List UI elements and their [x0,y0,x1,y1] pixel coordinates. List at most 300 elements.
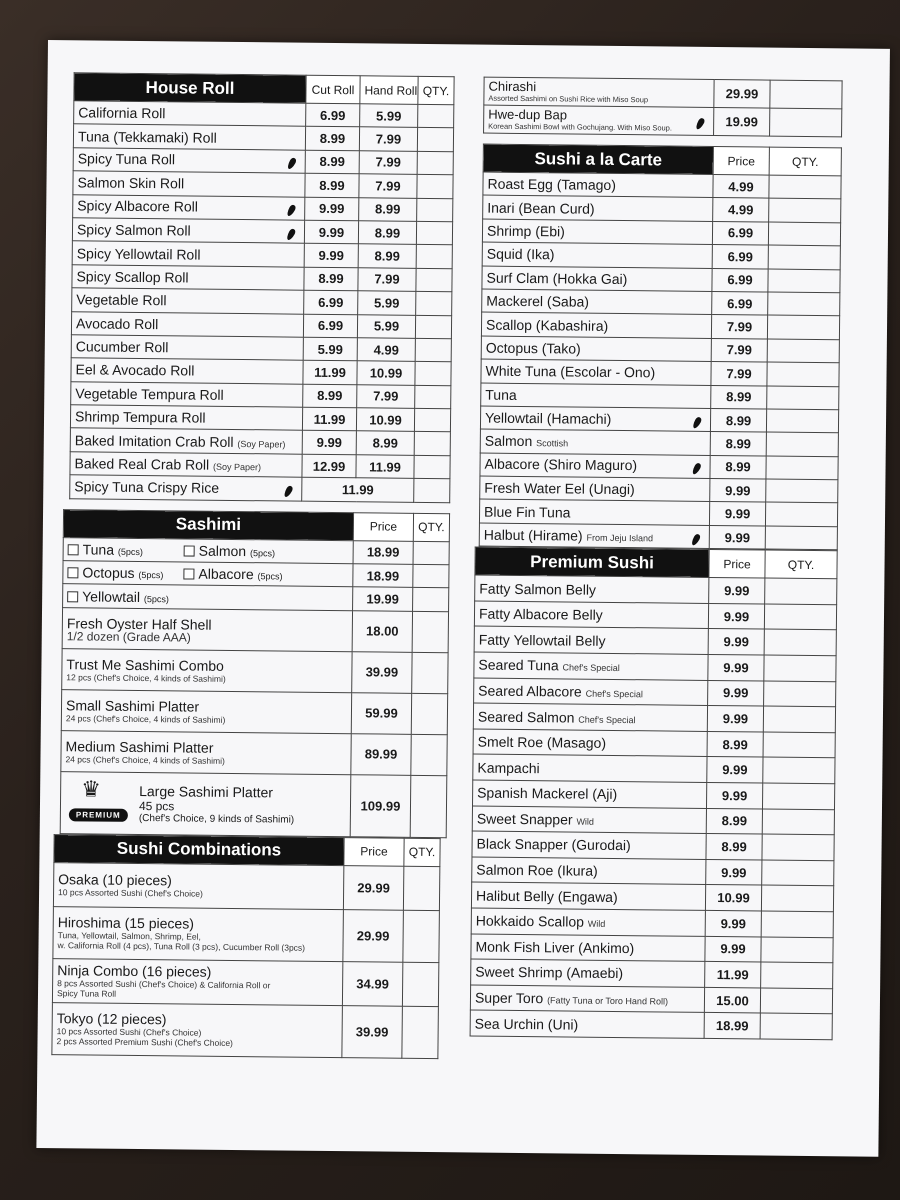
item-price: 9.99 [707,706,763,732]
qty-cell[interactable] [414,479,450,503]
item-name: Sweet Snapper Wild [472,806,706,834]
table-row [473,729,835,758]
hand-roll-price: 5.99 [360,104,418,128]
item-note: From Jeju Island [586,532,654,543]
qty-cell[interactable] [763,757,835,783]
item-price: 7.99 [711,315,767,339]
item-name: Hwe-dup Bap [488,106,568,123]
item-price: 34.99 [342,961,402,1006]
qty-cell[interactable] [769,198,841,222]
item-name: Avocado Roll [71,311,303,337]
item-name: Mackerel (Saba) [482,289,712,315]
item-name: Halibut Belly (Engawa) [471,882,705,910]
hand-roll-price: 8.99 [358,244,416,268]
table-row [473,703,835,732]
qty-cell[interactable] [765,578,837,604]
table-row [471,908,833,937]
table-row [70,475,450,502]
item-name: Chirashi [488,78,537,95]
item-name: Hiroshima (15 pieces) [57,914,195,932]
item-name: Large Sashimi Platter [139,782,274,801]
item-name: Fatty Salmon Belly [475,575,709,603]
table-row [472,831,834,860]
hand-roll-price: 8.99 [359,197,417,221]
item-name: Fatty Albacore Belly [474,601,708,629]
qty-cell[interactable] [418,104,454,128]
item-price: 6.99 [712,291,768,315]
qty-cell[interactable] [766,456,838,480]
qty-header: QTY. [765,550,837,579]
sashimi-choice: Octopus (5pcs) Albacore (5pcs) [63,561,353,587]
qty-cell[interactable] [413,541,449,565]
qty-cell[interactable] [417,128,453,152]
qty-cell[interactable] [762,809,834,835]
item-price: 7.99 [711,338,767,362]
qty-cell[interactable] [764,629,836,655]
item-name: Inari (Bean Curd) [483,195,713,221]
qty-cell[interactable] [413,588,449,612]
table-row [52,958,438,1006]
table-row [474,652,836,681]
cut-roll-price: 12.99 [302,454,356,478]
qty-cell[interactable] [764,604,836,630]
item-name: Small Sashimi Platter [65,697,200,715]
item-name-cell [61,730,351,774]
qty-cell[interactable] [417,151,453,175]
qty-cell[interactable] [760,988,832,1014]
item-name: Ninja Combo (16 pieces) [57,962,212,981]
item-desc: 10 pcs Assorted Sushi (Chef's Choice) [56,1026,202,1038]
qty-cell[interactable] [770,80,842,109]
cut-roll-price: 8.99 [305,127,359,151]
sashimi-choice: Tuna (5pcs) Salmon (5pcs) [63,537,353,563]
item-price: 18.99 [353,540,413,564]
chili-icon [285,227,296,240]
item-price: 18.00 [352,611,412,653]
combinations-table [51,834,440,1059]
qty-cell[interactable] [413,564,449,588]
combo-cell [53,906,344,961]
item-name: Baked Real Crab Roll (Soy Paper) [70,452,302,478]
qty-cell[interactable] [767,339,839,363]
item-name: Spicy Salmon Roll [72,218,304,244]
cut-roll-price: 9.99 [305,197,359,221]
item-price: 9.99 [708,654,764,680]
qty-cell[interactable] [761,911,833,937]
item-name: Spicy Tuna Roll [73,148,305,174]
table-row [53,862,439,910]
qty-cell[interactable] [415,315,451,339]
qty-cell[interactable] [763,706,835,732]
item-name: Octopus (Tako) [481,336,711,362]
item-name: Spicy Tuna Crispy Rice [70,475,302,501]
checkbox[interactable] [184,545,195,556]
table-row [484,105,842,137]
cut-roll-price: 11.99 [302,407,356,431]
table-row [474,678,836,707]
item-name: Roast Egg (Tamago) [483,172,713,198]
item-price: 39.99 [352,652,412,694]
item-price: 9.99 [708,603,764,629]
table-row [473,754,835,783]
item-desc: Spicy Tuna Roll [56,988,117,1000]
hand-roll-price: 10.99 [356,408,414,432]
hand-roll-price: 5.99 [358,291,416,315]
item-name: Osaka (10 pieces) [58,871,172,889]
qty-cell[interactable] [768,222,840,246]
bowl-cell [484,77,714,107]
price-header: Price [709,550,765,579]
item-price: 8.99 [710,432,766,456]
table-row [474,626,836,655]
item-note: Chef's Special [585,688,643,700]
item-price: 18.99 [704,1013,760,1039]
item-price: 8.99 [710,455,766,479]
cut-roll-header: Cut Roll [306,75,360,104]
qty-cell[interactable] [415,362,451,386]
item-price: 8.99 [711,385,767,409]
item-price: 19.99 [714,107,770,136]
qty-cell[interactable] [416,221,452,245]
item-price: 9.99 [705,936,761,962]
chili-icon [286,157,297,170]
qty-cell[interactable] [765,503,837,527]
item-name: Shrimp (Ebi) [482,219,712,245]
item-price: 9.99 [707,757,763,783]
item-name: Sweet Shrimp (Amaebi) [471,959,705,987]
sashimi-table [60,509,450,838]
cut-roll-price: 8.99 [304,267,358,291]
item-note: Wild [576,816,595,827]
qty-cell[interactable] [411,693,447,734]
qty-cell[interactable] [761,885,833,911]
item-price: 89.99 [351,734,411,776]
combinations-title: Sushi Combinations [54,834,344,865]
item-price: 9.99 [709,502,765,526]
item-name-cell [62,607,352,651]
qty-cell[interactable] [770,108,842,137]
item-name: Scallop (Kabashira) [481,312,711,338]
item-name: Monk Fish Liver (Ankimo) [471,934,705,962]
chili-icon [283,485,294,498]
cut-roll-price: 11.99 [303,360,357,384]
cut-roll-price: 8.99 [305,173,359,197]
item-name: Salmon Scottish [480,429,710,455]
table-row [62,648,448,693]
item-price: 109.99 [350,775,411,838]
item-note: Chef's Special [562,662,620,674]
item-name: Fresh Oyster Half Shell [66,615,212,633]
qty-cell[interactable] [762,860,834,886]
qty-header: QTY. [418,76,454,104]
qty-cell[interactable] [761,962,833,988]
qty-cell[interactable] [414,455,450,479]
item-price: 29.99 [714,79,770,108]
a-la-carte-table [479,144,842,551]
item-price: 9.99 [708,629,764,655]
table-row [472,857,834,886]
item-note: Wild [587,918,606,930]
qty-cell[interactable] [414,432,450,456]
item-price: 9.99 [710,479,766,503]
item-name: Seared Salmon Chef's Special [473,703,707,731]
sashimi-title: Sashimi [63,509,353,540]
item-price: 29.99 [343,909,404,962]
qty-cell[interactable] [412,652,448,693]
bowl-cell [484,105,714,135]
item-price: 4.99 [713,174,769,198]
item-price: 9.99 [705,910,761,936]
qty-cell[interactable] [417,175,453,199]
cut-roll-price: 9.99 [302,431,356,455]
qty-header: QTY. [769,147,841,176]
premium-sushi-table [470,547,838,1040]
crown-icon: ♛ [81,776,102,802]
table-row [471,934,833,963]
item-price: 29.99 [343,865,403,910]
item-name: Spicy Yellowtail Roll [72,241,304,267]
item-note: (Fatty Tuna or Toro Hand Roll) [547,995,669,1007]
item-name: Squid (Ika) [482,242,712,268]
item-price: 6.99 [712,245,768,269]
item-price: 39.99 [342,1005,403,1058]
qty-cell[interactable] [764,681,836,707]
table-row [474,601,836,630]
qty-cell[interactable] [766,409,838,433]
hand-roll-price: 7.99 [357,384,415,408]
item-name: Seared Tuna Chef's Special [474,652,708,680]
right-column [474,77,842,1041]
item-price: 6.99 [712,221,768,245]
qty-cell[interactable] [769,175,841,199]
qty-cell[interactable] [762,834,834,860]
item-name: Trust Me Sashimi Combo [66,656,224,674]
chili-icon [690,533,701,546]
item-name: Tokyo (12 pieces) [56,1010,167,1028]
combo-cell [53,862,343,909]
item-desc: Assorted Sashimi on Sushi Rice with Miso Soup [488,93,649,105]
item-name: Fresh Water Eel (Unagi) [480,476,710,502]
item-price: 18.99 [353,564,413,588]
item-name: Cucumber Roll [71,335,303,361]
qty-cell[interactable] [766,432,838,456]
premium-badge: PREMIUM [69,808,128,822]
qty-cell[interactable] [415,338,451,362]
table-row [471,959,833,988]
qty-cell[interactable] [410,775,447,837]
premium-sushi-title: Premium Sushi [475,547,709,577]
item-name: Tuna (Tekkamaki) Roll [73,124,305,150]
a-la-carte-title: Sushi a la Carte [483,144,713,174]
table-row [479,523,837,550]
item-name: Salmon Skin Roll [73,171,305,197]
qty-cell[interactable] [412,611,448,652]
item-note: (Soy Paper) [213,461,262,473]
item-desc: 24 pcs (Chef's Choice, 4 kinds of Sashimi) [65,713,226,725]
hand-roll-price: 4.99 [357,338,415,362]
qty-cell[interactable] [767,362,839,386]
item-name-cell [62,648,352,692]
item-name: Sea Urchin (Uni) [470,1010,704,1038]
item-name: Smelt Roe (Masago) [473,729,707,757]
item-name: Spanish Mackerel (Aji) [473,780,707,808]
cut-roll-price: 5.99 [303,337,357,361]
item-price: 9.99 [706,782,762,808]
table-row [484,77,842,109]
cut-roll-price: 9.99 [304,220,358,244]
qty-cell[interactable] [402,1006,439,1058]
item-note: (Soy Paper) [237,438,286,450]
item-name: Kampachi [473,754,707,782]
table-row [60,771,447,837]
item-price: 59.99 [351,693,411,735]
item-name: California Roll [74,101,306,127]
cut-roll-price: 6.99 [304,290,358,314]
house-roll-table [69,72,454,503]
item-price: 10.99 [705,885,761,911]
item-name: Spicy Albacore Roll [73,194,305,220]
item-price: 11.99 [705,962,761,988]
item-price: 8.99 [710,408,766,432]
item-desc: Korean Sashimi Bowl with Gochujang. With Miso Soup. [488,121,673,133]
hand-roll-price: 7.99 [359,151,417,175]
item-name: Eel & Avocado Roll [71,358,303,384]
table-row [61,730,447,775]
combo-cell [52,958,342,1005]
qty-cell[interactable] [768,245,840,269]
table-row [472,806,834,835]
item-name: Fatty Yellowtail Belly [474,626,708,654]
table-row [471,882,833,911]
cut-roll-price: 8.99 [303,384,357,408]
checkbox[interactable] [67,567,78,578]
item-desc: Tuna, Yellowtail, Salmon, Shrimp, Eel, [57,930,201,942]
combo-cell [52,1002,343,1057]
qty-cell[interactable] [411,734,447,775]
cut-roll-price: 8.99 [305,150,359,174]
qty-cell[interactable] [768,269,840,293]
qty-cell[interactable] [416,268,452,292]
qty-cell[interactable] [403,866,439,910]
item-name: Vegetable Roll [72,288,304,314]
item-price: 9.99 [706,859,762,885]
chili-icon [691,462,702,475]
menu-sheet [36,40,890,1157]
item-desc: 12 pcs (Chef's Choice, 4 kinds of Sashimi) [66,672,226,684]
qty-cell[interactable] [767,386,839,410]
item-desc: 8 pcs Assorted Sushi (Chef's Choice) & California Roll or [57,978,271,991]
qty-cell[interactable] [767,315,839,339]
qty-cell[interactable] [761,937,833,963]
hand-roll-price: 8.99 [358,221,416,245]
table-row [475,575,837,604]
item-name: Albacore (Shiro Maguro) [480,453,710,479]
left-column [56,72,453,1059]
hand-roll-header: Hand Roll [360,76,418,105]
item-name: Shrimp Tempura Roll [70,405,302,431]
qty-cell[interactable] [415,385,451,409]
item-pcs: 45 pcs [138,798,175,814]
price-header: Price [713,146,769,175]
qty-cell[interactable] [768,292,840,316]
item-name: Halbut (Hirame) From Jeju Island [479,523,709,549]
item-price: 6.99 [712,268,768,292]
item-price: 7.99 [711,362,767,386]
qty-cell[interactable] [416,291,452,315]
item-desc: w. California Roll (4 pcs), Tuna Roll (3 pcs), Cucumber Roll (3pcs) [57,940,306,954]
item-name: Yellowtail (Hamachi) [480,406,710,432]
checkbox[interactable] [67,591,78,602]
item-desc: 1/2 dozen (Grade AAA) [66,629,191,645]
qty-header: QTY. [404,838,440,866]
item-name: Hokkaido Scallop Wild [471,908,705,936]
item-name: Vegetable Tempura Roll [71,381,303,407]
item-price: 15.00 [704,987,760,1013]
hand-roll-price: 10.99 [357,361,415,385]
item-price: 9.99 [709,525,765,549]
table-row [473,780,835,809]
hand-roll-price: 5.99 [357,314,415,338]
hand-roll-price: 8.99 [356,431,414,455]
item-name: White Tuna (Escolar - Ono) [481,359,711,385]
checkbox[interactable] [68,544,79,555]
table-row [53,906,440,962]
item-name: Spicy Scallop Roll [72,264,304,290]
item-note: Scottish [536,438,569,449]
item-name: Surf Clam (Hokka Gai) [482,266,712,292]
qty-cell[interactable] [765,526,837,550]
table-row [61,689,447,734]
item-name: Super Toro (Fatty Tuna or Toro Hand Roll) [470,985,704,1013]
item-desc: 24 pcs (Chef's Choice, 4 kinds of Sashimi) [65,754,225,766]
hand-roll-price: 11.99 [356,455,414,479]
item-price: 8.99 [706,808,762,834]
qty-cell[interactable] [762,783,834,809]
qty-cell[interactable] [414,408,450,432]
checkbox[interactable] [183,569,194,580]
item-name: Black Snapper (Gurodai) [472,831,706,859]
table-row [62,607,448,652]
chili-icon [286,204,297,217]
table-row [52,1002,439,1058]
item-name: Seared Albacore Chef's Special [474,678,708,706]
qty-cell[interactable] [760,1013,832,1039]
chili-icon [692,416,703,429]
table-row [470,1010,832,1039]
item-price: 8.99 [707,731,763,757]
item-name: Blue Fin Tuna [479,500,709,526]
hand-roll-price: 7.99 [359,127,417,151]
item-desc: 10 pcs Assorted Sushi (Chef's Choice) [58,887,203,899]
price-header: Price [353,512,413,541]
cut-roll-price: 9.99 [304,244,358,268]
item-price: 11.99 [302,477,414,502]
qty-cell[interactable] [766,479,838,503]
qty-cell[interactable] [764,655,836,681]
qty-cell[interactable] [416,245,452,269]
price-header: Price [344,837,404,866]
hand-roll-price: 7.99 [359,174,417,198]
qty-cell[interactable] [763,732,835,758]
item-price: 9.99 [709,578,765,604]
qty-cell[interactable] [417,198,453,222]
house-roll-title: House Roll [74,73,306,103]
cut-roll-price: 6.99 [303,314,357,338]
qty-cell[interactable] [402,962,438,1006]
item-name-cell [61,689,351,733]
item-price: 4.99 [713,198,769,222]
qty-cell[interactable] [403,910,440,962]
